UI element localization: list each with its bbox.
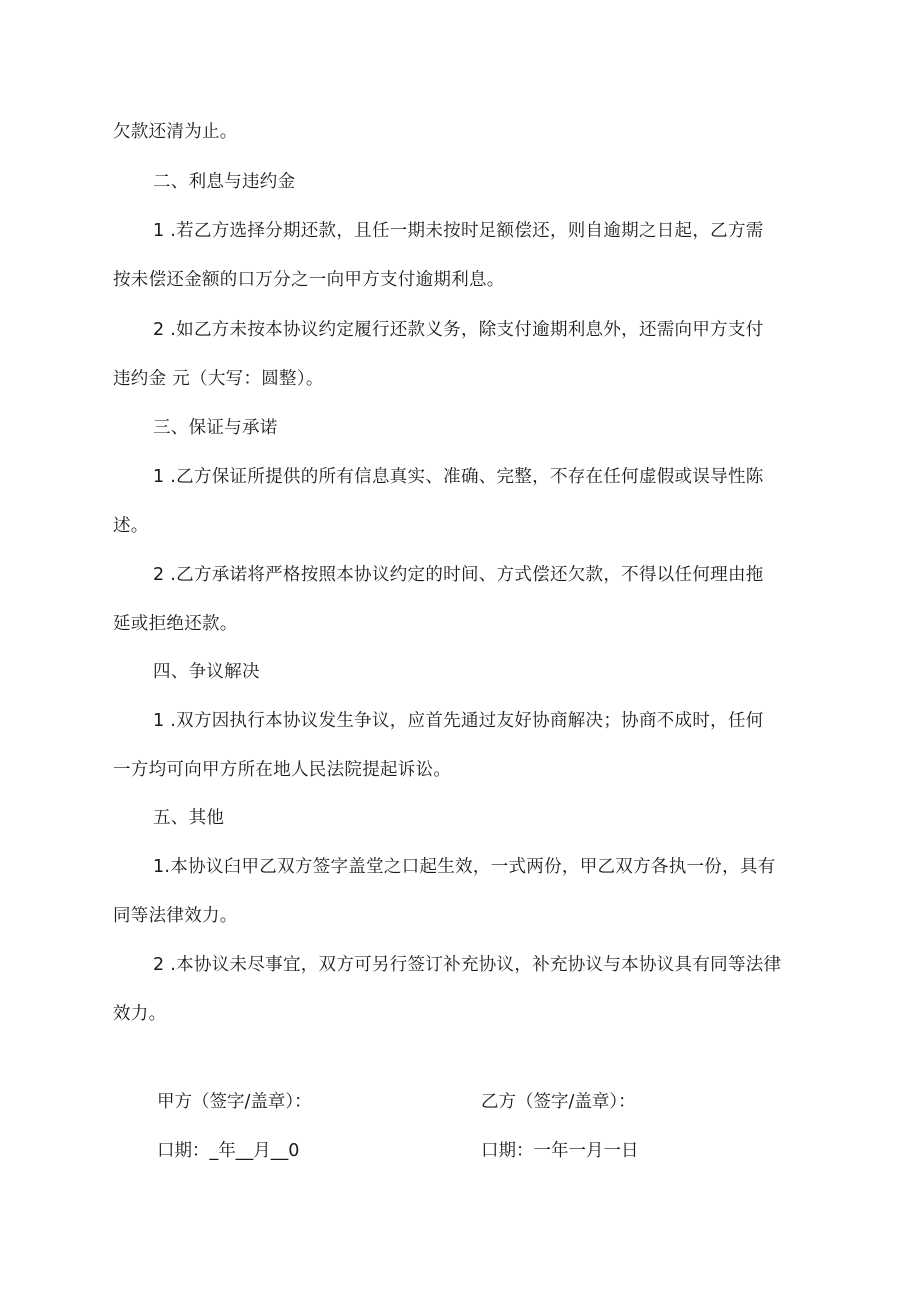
party-b-date-label: 口期：一年一月一日 [481, 1141, 639, 1161]
clause-line: 效力。 [113, 1004, 167, 1024]
clause-line: 1 .双方因执行本协议发生争议，应首先通过友好协商解决；协商不成时，任何 [153, 711, 764, 731]
clause-line: 2 .本协议未尽事宜，双方可另行签订补充协议，补充协议与本协议具有同等法律 [153, 955, 782, 975]
clause-line: 违约金 元（大写：圆整）。 [113, 369, 324, 389]
clause-line: 延或拒绝还款。 [113, 614, 238, 634]
clause-line: 1.本协议臼甲乙双方签字盖堂之口起生效，一式两份，甲乙双方各执一份，具有 [153, 857, 776, 877]
party-a-signature-label: 甲方（签字/盖章）： [157, 1092, 312, 1112]
clause-line: 一方均可向甲方所在地人民法院提起诉讼。 [113, 760, 452, 780]
carryover-line: 欠款还清为止。 [113, 122, 238, 142]
section-heading-dispute: 四、争议解决 [153, 662, 260, 682]
clause-line [153, 219, 836, 243]
section-heading-guarantee: 三、保证与承诺 [153, 418, 278, 438]
clause-line: 同等法律效力。 [113, 906, 238, 926]
clause-text: 1 .若乙方选择分期还款，且任一期未按时足额偿还，则自逾期之日起，乙方需 [153, 221, 764, 241]
section-heading-other: 五、其他 [153, 808, 225, 828]
clause-line: 述。 [113, 516, 149, 536]
clause-line: 2 .如乙方未按本协议约定履行还款义务，除支付逾期利息外，还需向甲方支付 [153, 320, 764, 340]
section-heading-interest: 二、利息与违约金 [153, 172, 296, 192]
clause-line: 2 .乙方承诺将严格按照本协议约定的时间、方式偿还欠款，不得以任何理由拖 [153, 565, 764, 585]
party-a-date-label: 口期：_年__月__0 [157, 1141, 300, 1161]
clause-line: 按未偿还金额的口万分之一向甲方支付逾期利息。 [113, 270, 505, 290]
party-b-signature-label: 乙方（签字/盖章）： [481, 1092, 636, 1112]
clause-line: 1 .乙方保证所提供的所有信息真实、准确、完整，不存在任何虚假或误导性陈 [153, 467, 764, 487]
